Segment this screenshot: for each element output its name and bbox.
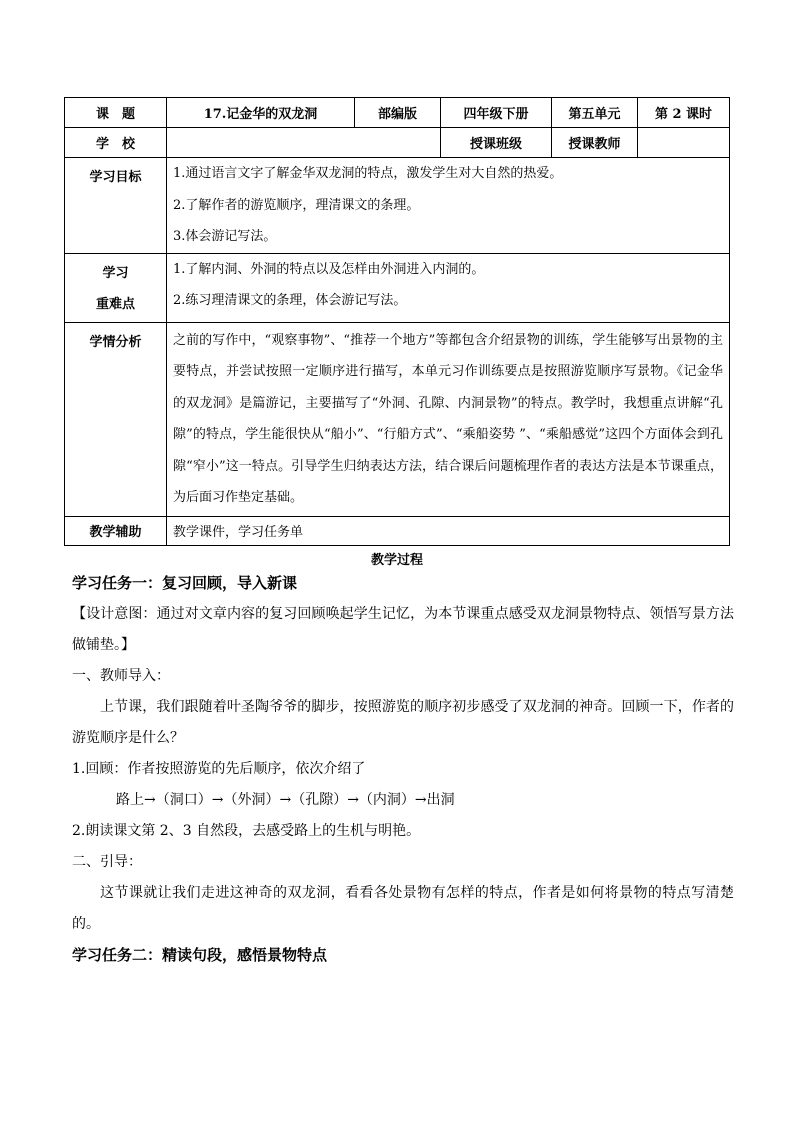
teacher-value [638, 128, 730, 158]
part1-heading: 一、教师导入： [72, 668, 170, 684]
edition-cell: 部编版 [355, 98, 441, 128]
goal-item: 2.了解作者的游览顺序，理清课文的条理。 [173, 197, 420, 213]
table-row [65, 322, 730, 516]
school-label: 学 校 [65, 128, 167, 158]
course-title: 17.记金华的双龙洞 [167, 98, 355, 128]
goal-item: 1.通过语言文字了解金华双龙洞的特点，激发学生对大自然的热爱。 [173, 166, 563, 181]
analysis-label: 学情分析 [65, 322, 167, 516]
class-label: 授课班级 [441, 128, 552, 158]
teacher-label: 授课教师 [552, 128, 638, 158]
unit-cell: 第五单元 [552, 98, 638, 128]
route-sequence: 路上→（洞口）→（外洞）→（孔隙）→（内洞）→出洞 [116, 792, 455, 808]
lesson-body [72, 568, 734, 971]
analysis-content [167, 322, 730, 516]
analysis-text: 之前的写作中，“观察事物”、“推荐一个地方”等都包含介绍景物的训练，学生能够写出景物的主要特点，并尝试按照一定顺序进行描写，本单元习作训练要点是按照游览顺序写景物。《记金华的双龙洞》是篇游记，主要描写了“外洞、孔隙、内洞景物”的特点。教学时，我想重点讲解“孔隙”的特点，学生能很快从“船小”、“行船方式”、“乘船姿势 ”、“乘船感觉”这四个方面体会到孔隙“窄小”这一特点。引导学生归纳表达方法，结合课后问题梳理作者的表达方法是本节课重点，为后面习作垫定基础。 [173, 332, 723, 505]
table-row [65, 516, 730, 545]
table-row [65, 253, 730, 322]
goals-label: 学习目标 [65, 158, 167, 254]
course-label: 课 题 [65, 98, 167, 128]
grade-cell: 四年级下册 [441, 98, 552, 128]
read-item: 2.朗读课文第 2、3 自然段，去感受路上的生机与明艳。 [72, 823, 421, 839]
goal-item: 3.体会游记写法。 [173, 229, 277, 244]
key-points-label: 学习 重难点 [65, 253, 167, 322]
task2-title: 学习任务二：精读句段，感悟景物特点 [72, 946, 328, 964]
part2-heading: 二、引导： [72, 854, 142, 870]
key-point-item: 2.练习理清课文的条理，体会游记写法。 [173, 293, 407, 308]
process-title: 教学过程 [370, 553, 423, 568]
key-point-item: 1.了解内洞、外洞的特点以及怎样由外洞进入内洞的。 [173, 261, 485, 277]
period-cell: 第 2 课时 [638, 98, 730, 128]
table-row [65, 98, 730, 128]
review-item: 1.回顾：作者按照游览的先后顺序，依次介绍了 [72, 761, 366, 777]
design-intent: 【设计意图：通过对文章内容的复习回顾唤起学生记忆，为本节课重点感受双龙洞景物特点、领悟写景方法做铺垫。】 [72, 606, 734, 653]
key-points-content [167, 253, 730, 322]
school-value [167, 128, 441, 158]
table-row [65, 158, 730, 254]
aids-label: 教学辅助 [65, 516, 167, 545]
table-row [65, 128, 730, 158]
goals-content [167, 158, 730, 254]
task1-title: 学习任务一：复习回顾，导入新课 [72, 574, 298, 592]
aids-value: 教学课件，学习任务单 [167, 516, 730, 545]
guide-text: 这节课就让我们走进这神奇的双龙洞，看看各处景物有怎样的特点，作者是如何将景物的特点写清楚的。 [72, 885, 734, 932]
intro-text: 上节课，我们跟随着叶圣陶爷爷的脚步，按照游览的顺序初步感受了双龙洞的神奇。回顾一下，作者的游览顺序是什么？ [72, 699, 734, 746]
lesson-info-table [64, 97, 730, 546]
